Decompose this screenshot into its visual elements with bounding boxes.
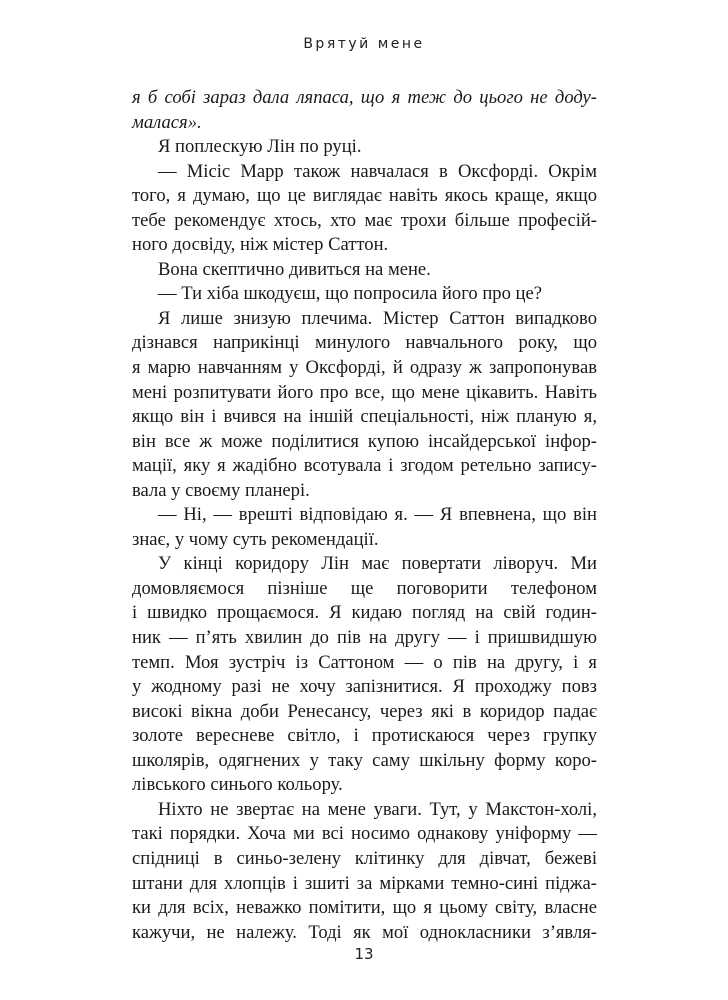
text-line: лівського синього кольору. bbox=[132, 774, 343, 796]
text-line: темп. Моя зустріч із Саттоном — о пів на другу, і я bbox=[132, 651, 597, 673]
text-line: я б собі зараз дала ляпаса, що я теж до цього не доду- bbox=[132, 87, 597, 108]
text-line: такі порядки. Хоча ми всі носимо однакову уніформу — bbox=[132, 823, 597, 845]
text-line: мені розпитувати його про все, що мене цікавить. Навіть bbox=[132, 381, 597, 403]
text-line: кажучи, не належу. Тоді як мої однокласники з’явля- bbox=[132, 921, 597, 943]
text-line: штани для хлопців і зшиті за мірками темно-сині піджа- bbox=[132, 872, 597, 894]
text-line: я марю навчанням у Оксфорді, й одразу ж запропонував bbox=[132, 357, 597, 379]
text-line: мації, яку я жадібно всотувала і згодом ретельно запису- bbox=[132, 455, 597, 477]
text-line: ник — п’ять хвилин до пів на другу — і пришвидшую bbox=[132, 627, 597, 649]
text-line: золоте вересневе світло, і протискаюся через групку bbox=[132, 725, 597, 747]
text-line: і швидко прощаємося. Я кидаю погляд на свій годин- bbox=[132, 602, 597, 624]
page-number: 13 bbox=[354, 945, 374, 963]
text-line: — Ні, — врешті відповідаю я. — Я впевнена, що він bbox=[158, 504, 597, 526]
text-line: у жодному разі не хочу запізнитися. Я проходжу повз bbox=[132, 676, 597, 698]
text-line: якщо він і вчився на іншій спеціальності, ніж планую я, bbox=[132, 406, 597, 428]
text-line: того, я думаю, що це виглядає навіть якось краще, якщо bbox=[132, 185, 597, 207]
text-line: — Місіс Марр також навчалася в Оксфорді. Окрім bbox=[158, 160, 597, 182]
text-line: знає, у чому суть рекомендації. bbox=[132, 528, 379, 550]
text-line: Я лише знизую плечима. Містер Саттон випадково bbox=[158, 307, 597, 329]
body-text bbox=[132, 86, 597, 945]
text-line: ки для всіх, неважко помітити, що я цьому світу, власне bbox=[132, 897, 597, 919]
running-head: Врятуй мене bbox=[303, 36, 425, 52]
text-line: Ніхто не звертає на мене уваги. Тут, у Макстон-холі, bbox=[158, 798, 597, 820]
text-line: Вона скептично дивиться на мене. bbox=[158, 258, 431, 280]
text-line: домовляємося пізніше ще поговорити телефоном bbox=[132, 577, 597, 599]
text-line: школярів, одягнених у таку саму шкільну форму коро- bbox=[132, 749, 597, 771]
text-line: тебе рекомендує хтось, хто має трохи більше професій- bbox=[132, 209, 597, 231]
text-line: Я поплескую Лін по руці. bbox=[158, 136, 362, 158]
text-line: ного досвіду, ніж містер Саттон. bbox=[132, 234, 389, 256]
text-line: він все ж може поділитися купою інсайдерської інфор- bbox=[132, 430, 597, 452]
text-line: спідниці в синьо-зелену клітинку для дівчат, бежеві bbox=[132, 847, 597, 869]
text-line: — Ти хіба шкодуєш, що попросила його про це? bbox=[158, 283, 542, 305]
text-line: вала у своєму планері. bbox=[132, 479, 310, 501]
text-line: У кінці коридору Лін має повертати ліворуч. Ми bbox=[158, 553, 597, 575]
text-line: дізнався наприкінці минулого навчального року, що bbox=[132, 332, 597, 354]
text-line: малася». bbox=[132, 111, 202, 133]
text-line: високі вікна доби Ренесансу, через які в коридор падає bbox=[132, 700, 597, 722]
